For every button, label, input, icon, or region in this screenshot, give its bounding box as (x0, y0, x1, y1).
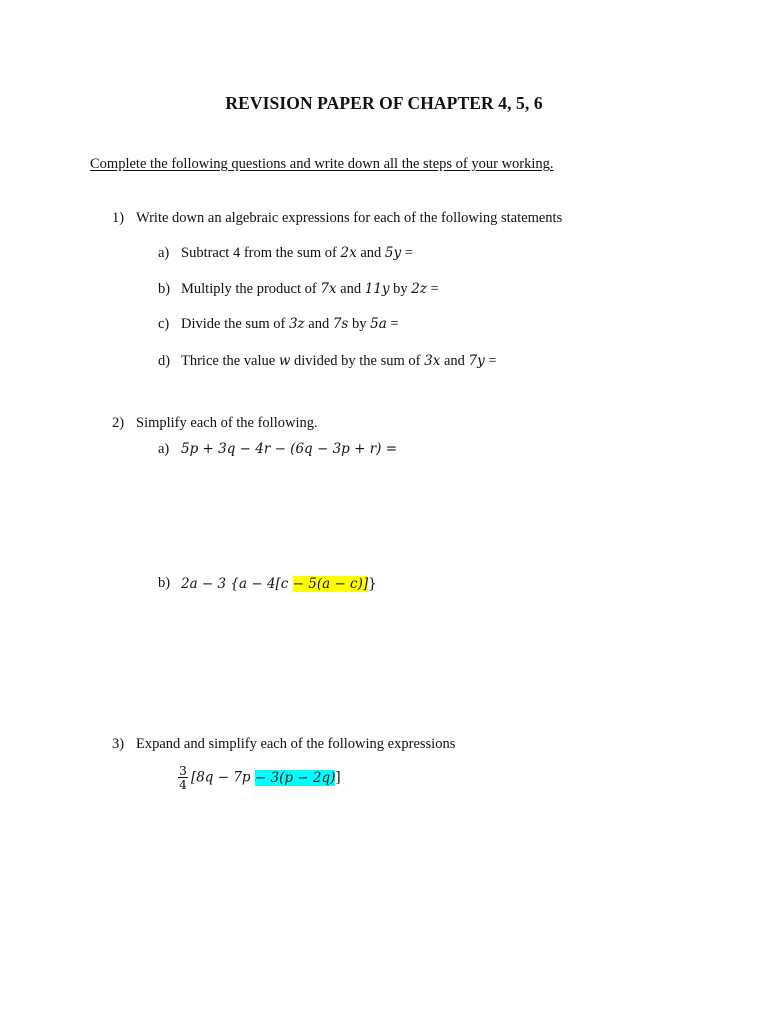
q1c-text-part: = (386, 316, 399, 332)
q1d-text-part: and (440, 353, 469, 369)
q1a-expr-2: 5y (384, 245, 402, 261)
question-1-text: Write down an algebraic expressions for each of the following statements (136, 210, 563, 226)
q1c-text-part: by (348, 316, 371, 332)
q1b-expr-1: 7x (320, 281, 337, 297)
q1c-text-part: and (304, 316, 333, 332)
q1b-text-part: Multiply the product of (181, 281, 321, 297)
question-1c-text (181, 316, 399, 333)
q1a-text-part: Subtract 4 from the sum of (181, 245, 341, 261)
q1b-expr-3: 2z (411, 281, 427, 297)
q1d-text-part: Thrice the value (181, 353, 279, 369)
q1d-expr-1: w (278, 353, 291, 369)
fraction-denominator: 4 (179, 777, 187, 792)
q1d-expr-3: 7y (468, 353, 485, 369)
question-3-expression (178, 764, 341, 791)
page-title: REVISION PAPER OF CHAPTER 4, 5, 6 (225, 93, 543, 113)
question-1d-label: d) (158, 353, 171, 369)
q1d-expr-2: 3x (424, 353, 441, 369)
q1b-text-part: = (427, 281, 439, 297)
q1c-expr-1: 3z (288, 316, 305, 332)
question-1c-label: c) (158, 316, 170, 332)
q3-expr-part: ] (335, 769, 341, 786)
question-2a-expression: 5p + 3q − 4r − (6q − 3p + r) = (181, 441, 398, 457)
fraction-numerator: 3 (179, 763, 187, 778)
q3-highlighted-part: − 3(p − 2q) (254, 769, 336, 786)
q1a-text-part: and (356, 245, 385, 261)
q1c-text-part: Divide the sum of (181, 316, 289, 332)
fraction (178, 764, 188, 791)
question-2a-label: a) (158, 441, 170, 457)
q1a-expr-1: 2x (340, 245, 357, 261)
q1d-text-part: divided by the sum of (290, 353, 425, 369)
instructions: Complete the following questions and write down all the steps of your working. (90, 156, 554, 172)
question-2b-label: b) (158, 575, 171, 591)
q1b-text-part: and (336, 281, 365, 297)
q1c-expr-3: 5a (370, 316, 387, 332)
question-1b-text (181, 281, 439, 298)
q1b-expr-2: 11y (364, 281, 390, 297)
q2b-expr-part: 2a − 3 {a − 4[c (181, 576, 293, 592)
question-2-text: Simplify each of the following. (136, 415, 318, 431)
q1a-text-part: = (401, 245, 413, 261)
q2b-expr-part: } (368, 576, 377, 592)
question-1a-label: a) (158, 245, 170, 261)
q1c-expr-2: 7s (332, 316, 349, 332)
question-1a-text (181, 245, 413, 262)
question-3-text: Expand and simplify each of the following expressions (136, 736, 456, 752)
question-2b-expression (181, 575, 377, 593)
q1b-text-part: by (389, 281, 412, 297)
question-1d-text (181, 353, 497, 370)
q1d-text-part: = (484, 353, 497, 369)
question-2-number: 2) (112, 415, 125, 431)
question-3-number: 3) (112, 736, 125, 752)
q3-expr-part: [8q − 7p (190, 769, 255, 786)
question-1-number: 1) (112, 210, 125, 226)
q2b-highlighted-part: − 5(a − c)] (292, 576, 369, 592)
question-1b-label: b) (158, 281, 171, 297)
